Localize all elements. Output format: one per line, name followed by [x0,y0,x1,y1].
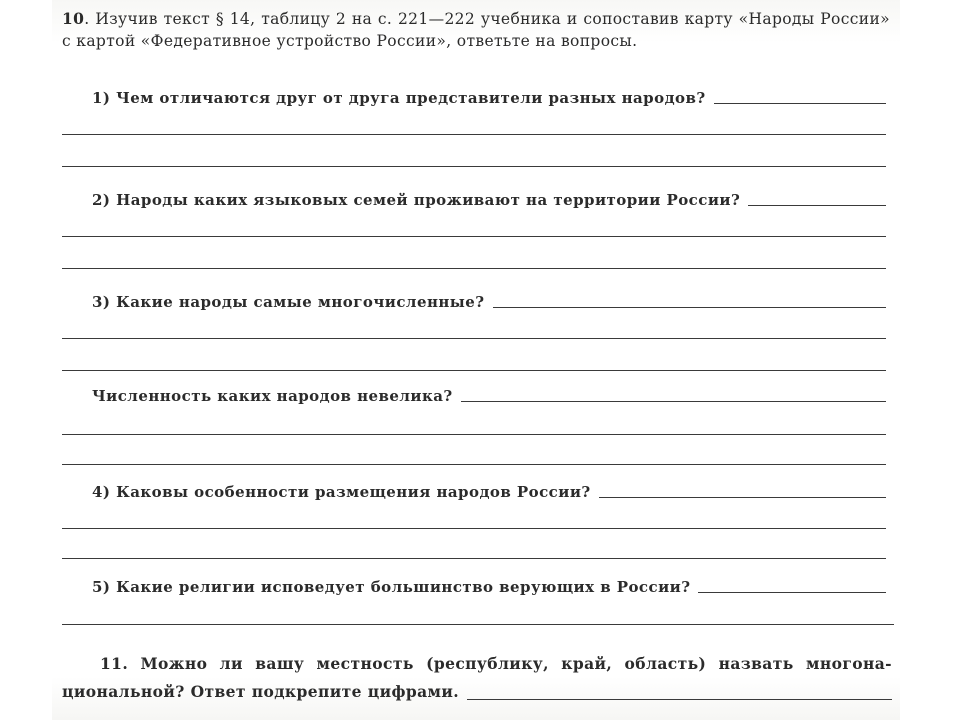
page-background [52,0,900,720]
answer-line[interactable] [62,464,886,465]
task-10-number: 10 [62,9,85,28]
question-3b-text: Численность каких народов невелика? [92,387,453,405]
question-1 [92,86,886,108]
question-5 [92,575,886,597]
answer-line[interactable] [62,236,886,237]
question-2 [92,188,886,210]
answer-line[interactable] [62,134,886,135]
answer-line[interactable] [461,400,886,402]
answer-line[interactable] [62,624,894,625]
question-1-text: 1) Чем отличаются друг от друга представители разных народов? [92,89,706,107]
question-4 [92,480,886,502]
answer-line[interactable] [467,698,892,700]
answer-line[interactable] [62,268,886,269]
answer-line[interactable] [698,591,886,593]
task-10-intro [62,8,890,52]
answer-line[interactable] [62,338,886,339]
task-11-line-1: 11. Можно ли вашу местность (республику, край, область) назвать многона- [100,654,892,673]
question-5-text: 5) Какие религии исповедует большинство верующих в России? [92,578,691,596]
answer-line[interactable] [714,102,886,104]
answer-line[interactable] [62,528,886,529]
question-3-text: 3) Какие народы самые многочисленные? [92,293,485,311]
task-11-line-2 [62,678,892,706]
question-4-text: 4) Каковы особенности размещения народов России? [92,483,591,501]
answer-line[interactable] [62,370,886,371]
task-11 [62,650,892,706]
answer-line[interactable] [62,434,886,435]
question-2-text: 2) Народы каких языковых семей проживают на территории России? [92,191,741,209]
task-11-line-2-text: циональной? Ответ подкрепите цифрами. [62,682,460,701]
question-3b [92,384,886,406]
task-10-intro-text: . Изучив текст § 14, таблицу 2 на с. 221—222 учебника и сопоставив карту «Народы России» с картой «Федеративное устройство России», ответьте на вопросы. [62,10,890,50]
question-3 [92,290,886,312]
answer-line[interactable] [748,204,886,206]
answer-line[interactable] [493,306,886,308]
answer-line[interactable] [62,166,886,167]
answer-line[interactable] [599,496,886,498]
answer-line[interactable] [62,558,886,559]
